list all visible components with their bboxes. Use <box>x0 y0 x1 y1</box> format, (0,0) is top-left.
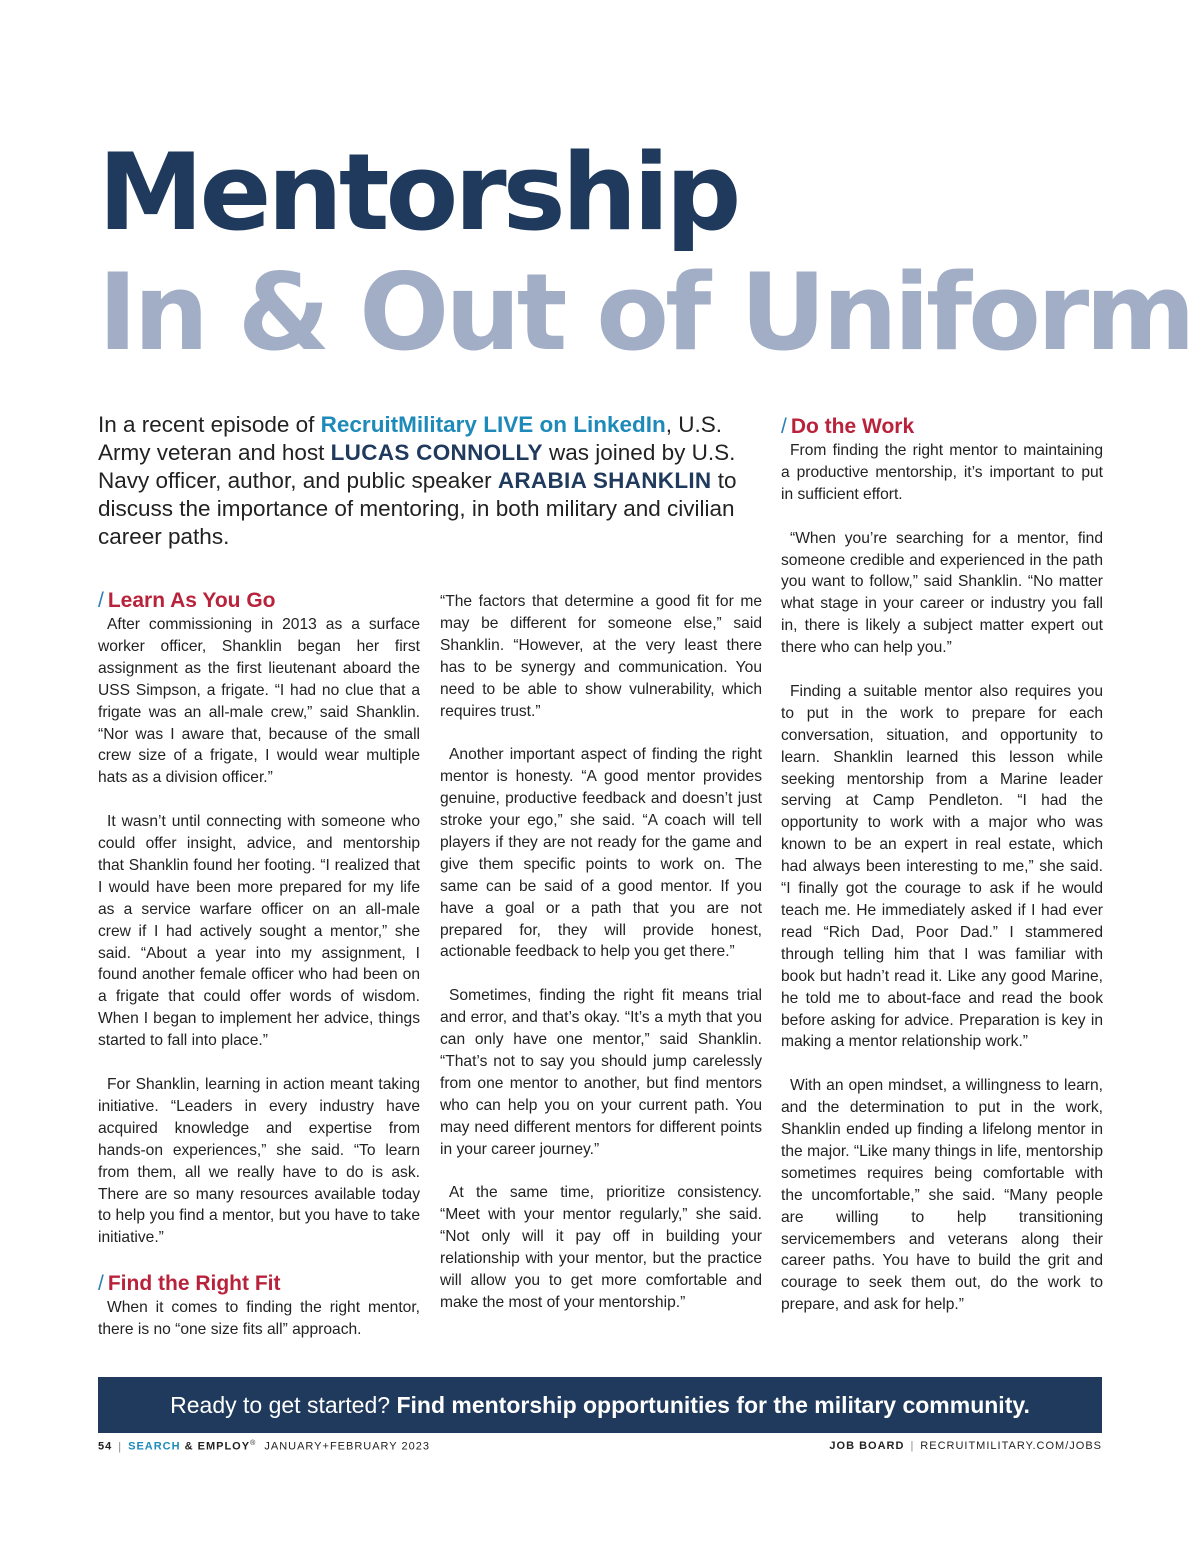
slash-mark: / <box>98 1272 104 1296</box>
issue-date: JANUARY+FEBRUARY 2023 <box>264 1440 430 1453</box>
body-paragraph: From finding the right mentor to maintaining a productive mentorship, it’s important to put in sufficient effort. <box>781 442 1103 503</box>
section-heading-text: Do the Work <box>790 415 915 438</box>
page-footer <box>98 1440 1102 1456</box>
body-paragraph: For Shanklin, learning in action meant taking initiative. “Leaders in every industry have acquired knowledge and expertise from hands-on experiences,” she said. “To learn from them, all we really have to do is ask. There are so many resources available today to help you find a mentor, but you have to take initiative.” <box>98 1076 420 1247</box>
guest-name: ARABIA SHANKLIN <box>497 468 712 493</box>
page-number: 54 <box>98 1440 113 1453</box>
section-heading-work <box>781 414 1103 440</box>
intro-text: was joined by U.S. Navy officer, author, and public speaker <box>98 440 736 493</box>
intro-text: In a recent episode of <box>98 412 321 437</box>
body-paragraph: Finding a suitable mentor also requires you to put in the work to prepare for each conversation, situation, and opportunity to learn. Shanklin learned this lesson while seeking mentorship from a Marine leader serving at Camp Pendleton. “I had the opportunity to work with a major who was known to be an expert in real estate, which had always been interesting to me,” she said. “I finally got the courage to ask if he would teach me. He immediately asked if I had ever read “Rich Dad, Poor Dad.” I stammered through telling him that I was familiar with book but hadn’t read it. Like any good Marine, he told me to about-face and read the book before asking for advice. Preparation is key in making a mentor relationship work.” <box>781 682 1103 1051</box>
body-paragraph: Another important aspect of finding the right mentor is honesty. “A good mentor provides genuine, productive feedback and doesn’t just stroke your ego,” she said. “A coach will tell players if they are not ready for the game and give them specific points to work on. The same can be said of a good mentor. If you have a goal or a path that you are not prepared for, they will provide honest, actionable feedback to help you get there.” <box>440 746 762 961</box>
intro-paragraph <box>98 411 758 551</box>
article-column-3 <box>781 414 1103 1316</box>
article-column-1 <box>98 588 420 1341</box>
section-heading-text: Learn As You Go <box>107 589 276 612</box>
section-heading-fit <box>98 1271 420 1297</box>
cta-strong-text[interactable]: Find mentorship opportunities for the military community. <box>396 1392 1030 1418</box>
section-heading-learn <box>98 588 420 614</box>
body-paragraph: At the same time, prioritize consistency. “Meet with your mentor regularly,” she said. “Not only will it pay off in building your relationship with your mentor, but the practice will allow you to get more comfortable and make the most of your mentorship.” <box>440 1184 762 1311</box>
intro-text: , U.S. Army veteran and host <box>98 412 722 465</box>
jobs-url-link[interactable]: RECRUITMILITARY.COM/JOBS <box>920 1440 1102 1452</box>
body-paragraph: After commissioning in 2013 as a surface worker officer, Shanklin began her first assignment as the first lieutenant aboard the USS Simpson, a frigate. “I had no clue that a frigate was an all-male crew,” said Shanklin. “Nor was I aware that, because of the small crew size of a frigate, I would wear multiple hats as a division officer.” <box>98 616 420 787</box>
cta-lead-text: Ready to get started? <box>170 1392 397 1418</box>
footer-separator: | <box>910 1440 915 1452</box>
body-paragraph: With an open mindset, a willingness to learn, and the determination to put in the work, Shanklin ended up finding a lifelong mentor in the major. “Like many things in life, mentorship sometimes requires being comfortable with the uncomfortable,” she said. “Many people are willing to help transitioning servicemembers and veterans along their career paths. You have to build the grit and courage to seek them out, do the work to prepare, and ask for help.” <box>781 1077 1103 1314</box>
magazine-name-employ: & EMPLOY <box>180 1440 251 1453</box>
intro-text: to discuss the importance of mentoring, in both military and civilian career paths. <box>98 468 737 549</box>
footer-right <box>829 1440 1102 1452</box>
magazine-name-search: SEARCH <box>128 1440 181 1453</box>
article-title <box>98 131 1192 374</box>
title-line-1: Mentorship <box>98 131 738 254</box>
slash-mark: / <box>781 415 787 438</box>
body-paragraph: When it comes to finding the right mentor, there is no “one size fits all” approach. <box>98 1299 420 1339</box>
linkedin-live-link[interactable]: RecruitMilitary LIVE on LinkedIn <box>320 412 666 437</box>
article-column-2 <box>440 591 762 1314</box>
footer-separator: | <box>118 1440 123 1453</box>
section-heading-text: Find the Right Fit <box>107 1272 281 1296</box>
body-paragraph: “The factors that determine a good fit for me may be different for someone else,” said Shanklin. “However, at the very least there has to be synergy and communication. You need to be able to show vulnerability, which requires trust.” <box>440 593 762 720</box>
slash-mark: / <box>98 589 104 612</box>
host-name: LUCAS CONNOLLY <box>330 440 543 465</box>
job-board-label: JOB BOARD <box>829 1440 905 1452</box>
registered-mark: ® <box>250 1440 257 1447</box>
call-to-action-banner[interactable] <box>98 1377 1102 1433</box>
body-paragraph: It wasn’t until connecting with someone who could offer insight, advice, and mentorship that Shanklin found her footing. “I realized that I would have been more prepared for my life as a service warfare officer on an all-male crew if I had actively sought a mentor,” she said. “About a year into my assignment, I found another female officer who had been on a frigate that could offer words of wisdom. When I began to implement her advice, things started to fall into place.” <box>98 813 420 1050</box>
body-paragraph: “When you’re searching for a mentor, find someone credible and experienced in the path you want to follow,” said Shanklin. “No matter what stage in your career or industry you fall in, there is likely a subject matter expert out there who can help you.” <box>781 529 1103 657</box>
title-line-2: In & Out of Uniform <box>98 251 1192 374</box>
body-paragraph: Sometimes, finding the right fit means trial and error, and that’s okay. “It’s a myth that you can only have one mentor,” said Shanklin. “That’s not to say you should jump carelessly from one mentor to another, but find mentors who can help you on your current path. You may need different mentors for different points in your career journey.” <box>440 987 762 1158</box>
footer-left <box>98 1440 430 1453</box>
